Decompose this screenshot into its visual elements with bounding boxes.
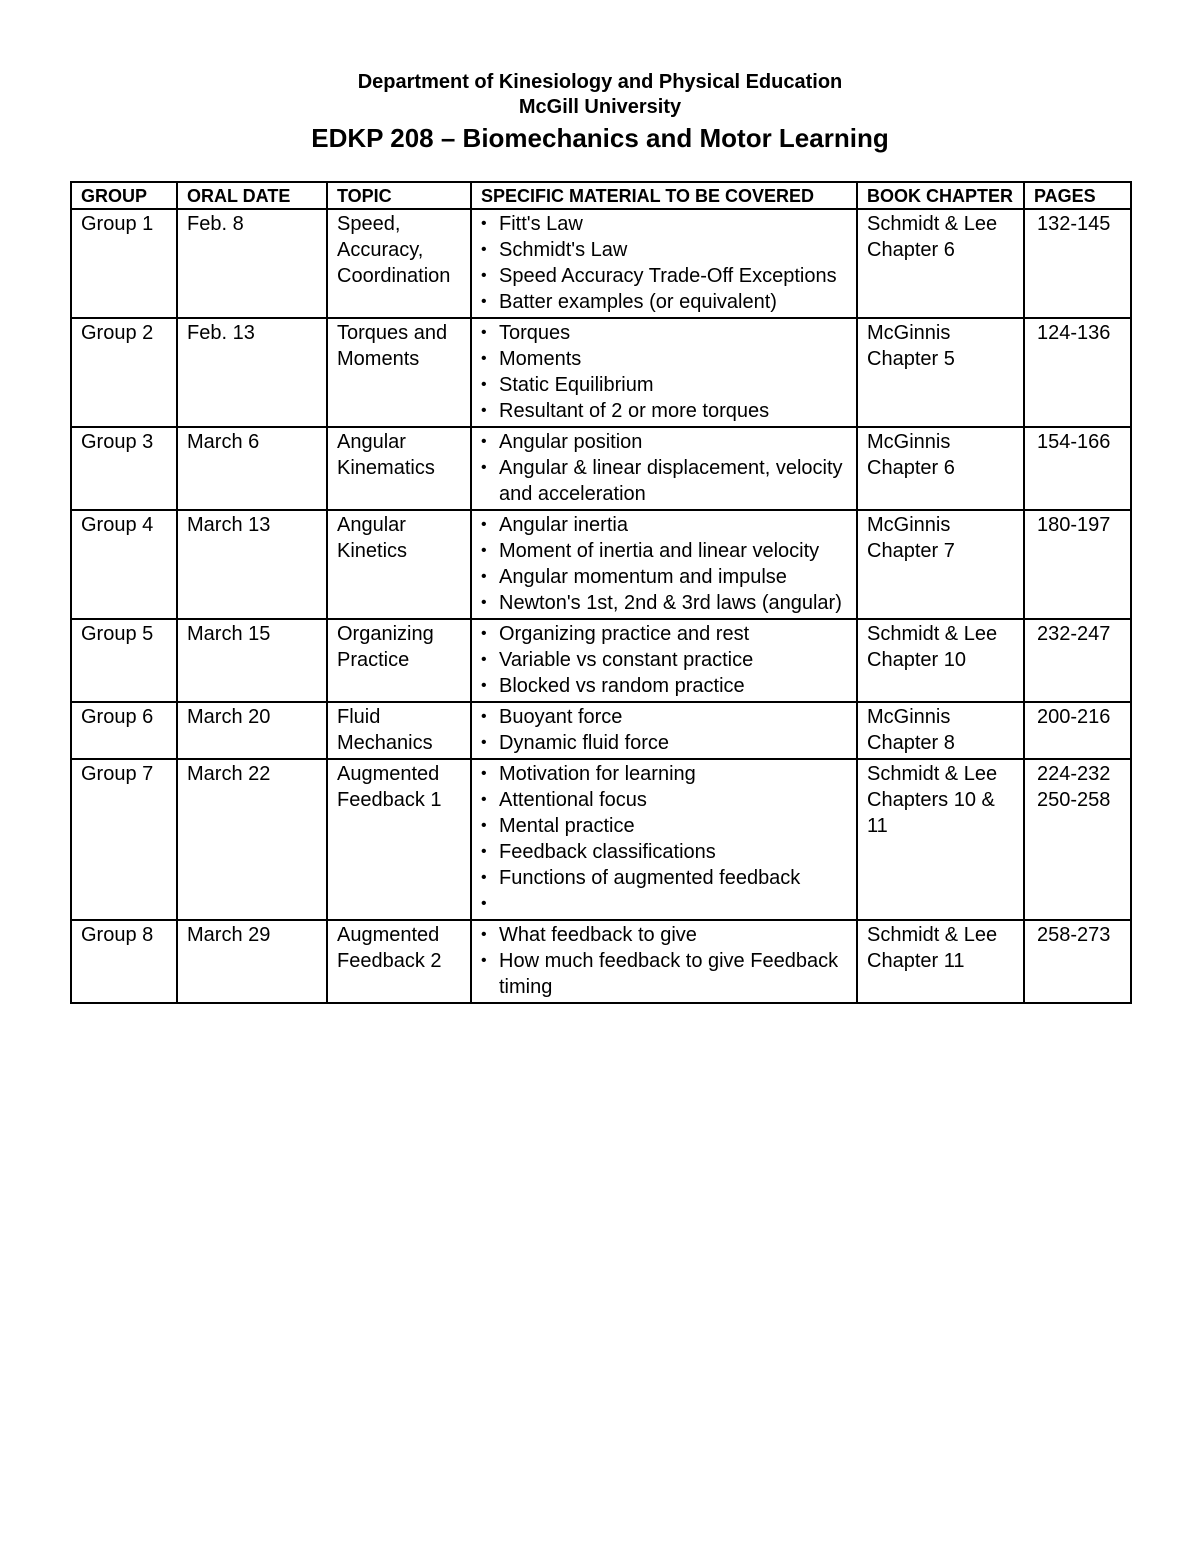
material-list	[481, 512, 850, 616]
pages-cell	[1024, 318, 1131, 427]
material-cell	[471, 920, 857, 1003]
topic-cell: Fluid Mechanics	[327, 702, 471, 759]
material-item	[481, 346, 850, 372]
book-chapter-cell: Schmidt & Lee Chapter 6	[857, 209, 1024, 318]
bullet-icon: •	[481, 241, 487, 258]
material-cell	[471, 318, 857, 427]
material-item	[481, 839, 850, 865]
material-item	[481, 398, 850, 424]
pages-cell	[1024, 427, 1131, 510]
material-item	[481, 948, 850, 1000]
material-item	[481, 891, 850, 917]
group-cell: Group 2	[71, 318, 177, 427]
material-item-text: What feedback to give	[499, 924, 697, 946]
pages-cell	[1024, 920, 1131, 1003]
material-item	[481, 704, 850, 730]
table-row	[71, 702, 1131, 759]
oral-date-cell: March 13	[177, 510, 327, 619]
pages-range: 250-258	[1037, 789, 1111, 811]
material-cell	[471, 209, 857, 318]
material-item	[481, 647, 850, 673]
material-item	[481, 787, 850, 813]
material-list	[481, 704, 850, 756]
material-item	[481, 621, 850, 647]
material-item	[481, 673, 850, 699]
topic-cell: Augmented Feedback 1	[327, 759, 471, 920]
topic-cell: Angular Kinetics	[327, 510, 471, 619]
material-item-text: Attentional focus	[499, 789, 647, 811]
material-list	[481, 621, 850, 699]
department-name: Department of Kinesiology and Physical Education	[357, 71, 843, 93]
bullet-icon: •	[481, 895, 487, 912]
material-item-text: Resultant of 2 or more torques	[499, 400, 770, 422]
oral-date-cell: March 22	[177, 759, 327, 920]
bullet-icon: •	[481, 625, 487, 642]
column-header-material: SPECIFIC MATERIAL TO BE COVERED	[471, 182, 857, 209]
material-item-text: Variable vs constant practice	[499, 649, 754, 671]
table-row	[71, 920, 1131, 1003]
group-cell: Group 3	[71, 427, 177, 510]
material-cell	[471, 702, 857, 759]
column-header-group: GROUP	[71, 182, 177, 209]
pages-range: 124-136	[1037, 322, 1111, 344]
material-item	[481, 289, 850, 315]
material-item	[481, 865, 850, 891]
pages-range: 180-197	[1037, 514, 1111, 536]
bullet-icon: •	[481, 734, 487, 751]
material-item-text: Mental practice	[499, 815, 635, 837]
bullet-icon: •	[481, 677, 487, 694]
bullet-icon: •	[481, 324, 487, 341]
bullet-icon: •	[481, 402, 487, 419]
material-item-text: Torques	[499, 322, 571, 344]
topic-cell: Organizing Practice	[327, 619, 471, 702]
material-cell	[471, 427, 857, 510]
material-item-text: Angular position	[499, 431, 643, 453]
material-item-text: Newton's 1st, 2nd & 3rd laws (angular)	[499, 592, 842, 614]
material-item-text: Feedback classifications	[499, 841, 716, 863]
column-header-oral-date: ORAL DATE	[177, 182, 327, 209]
table-row	[71, 759, 1131, 920]
topic-cell: Torques and Moments	[327, 318, 471, 427]
material-item-text: Angular momentum and impulse	[499, 566, 787, 588]
table-row	[71, 619, 1131, 702]
pages-cell	[1024, 209, 1131, 318]
bullet-icon: •	[481, 791, 487, 808]
table-header-row	[71, 182, 1131, 209]
bullet-icon: •	[481, 293, 487, 310]
bullet-icon: •	[481, 952, 487, 969]
material-list	[481, 429, 850, 507]
material-item-text: Speed Accuracy Trade-Off Exceptions	[499, 265, 837, 287]
material-item	[481, 237, 850, 263]
material-item-text: Fitt's Law	[499, 213, 583, 235]
pages-range: 154-166	[1037, 431, 1111, 453]
pages-range: 232-247	[1037, 623, 1111, 645]
topic-cell: Angular Kinematics	[327, 427, 471, 510]
material-item	[481, 429, 850, 455]
table-row	[71, 510, 1131, 619]
bullet-icon: •	[481, 433, 487, 450]
column-header-book-chapter: BOOK CHAPTER	[857, 182, 1024, 209]
course-title: EDKP 208 – Biomechanics and Motor Learning	[311, 123, 889, 153]
book-chapter-cell: McGinnis Chapter 6	[857, 427, 1024, 510]
bullet-icon: •	[481, 843, 487, 860]
book-chapter-cell: Schmidt & Lee Chapter 10	[857, 619, 1024, 702]
group-cell: Group 4	[71, 510, 177, 619]
table-row	[71, 209, 1131, 318]
column-header-topic: TOPIC	[327, 182, 471, 209]
bullet-icon: •	[481, 542, 487, 559]
material-item-text: Buoyant force	[499, 706, 623, 728]
material-item-text: Moments	[499, 348, 582, 370]
book-chapter-cell: Schmidt & Lee Chapter 11	[857, 920, 1024, 1003]
topic-cell: Augmented Feedback 2	[327, 920, 471, 1003]
bullet-icon: •	[481, 568, 487, 585]
material-item-text: Schmidt's Law	[499, 239, 628, 261]
bullet-icon: •	[481, 869, 487, 886]
material-item-text: Angular & linear displacement, velocity and acceleration	[499, 457, 843, 505]
document-header	[0, 70, 1200, 155]
material-item	[481, 512, 850, 538]
oral-date-cell: March 15	[177, 619, 327, 702]
column-header-pages: PAGES	[1024, 182, 1131, 209]
material-item-text: Dynamic fluid force	[499, 732, 670, 754]
table-row	[71, 318, 1131, 427]
material-item-text	[499, 893, 505, 915]
book-chapter-cell: McGinnis Chapter 7	[857, 510, 1024, 619]
group-cell: Group 7	[71, 759, 177, 920]
oral-date-cell: March 29	[177, 920, 327, 1003]
pages-range: 224-232	[1037, 763, 1111, 785]
material-list	[481, 211, 850, 315]
bullet-icon: •	[481, 651, 487, 668]
material-item	[481, 263, 850, 289]
material-item	[481, 320, 850, 346]
table-row	[71, 427, 1131, 510]
material-item	[481, 564, 850, 590]
material-item-text: How much feedback to give Feedback timing	[499, 950, 839, 998]
material-cell	[471, 759, 857, 920]
pages-cell	[1024, 510, 1131, 619]
material-item	[481, 813, 850, 839]
material-item	[481, 730, 850, 756]
topic-cell: Speed, Accuracy, Coordination	[327, 209, 471, 318]
material-item	[481, 211, 850, 237]
table-body	[71, 209, 1131, 1003]
group-cell: Group 6	[71, 702, 177, 759]
material-cell	[471, 510, 857, 619]
book-chapter-cell: Schmidt & Lee Chapters 10 & 11	[857, 759, 1024, 920]
oral-date-cell: Feb. 8	[177, 209, 327, 318]
material-item-text: Moment of inertia and linear velocity	[499, 540, 820, 562]
bullet-icon: •	[481, 376, 487, 393]
material-item	[481, 922, 850, 948]
material-item	[481, 761, 850, 787]
pages-range: 258-273	[1037, 924, 1111, 946]
bullet-icon: •	[481, 350, 487, 367]
bullet-icon: •	[481, 765, 487, 782]
material-item	[481, 590, 850, 616]
oral-date-cell: Feb. 13	[177, 318, 327, 427]
book-chapter-cell: McGinnis Chapter 5	[857, 318, 1024, 427]
group-cell: Group 5	[71, 619, 177, 702]
material-item-text: Blocked vs random practice	[499, 675, 745, 697]
material-item-text: Functions of augmented feedback	[499, 867, 801, 889]
material-cell	[471, 619, 857, 702]
bullet-icon: •	[481, 267, 487, 284]
material-item-text: Motivation for learning	[499, 763, 696, 785]
material-item	[481, 538, 850, 564]
bullet-icon: •	[481, 594, 487, 611]
material-item-text: Static Equilibrium	[499, 374, 654, 396]
bullet-icon: •	[481, 459, 487, 476]
group-cell: Group 1	[71, 209, 177, 318]
bullet-icon: •	[481, 708, 487, 725]
material-item	[481, 455, 850, 507]
material-list	[481, 922, 850, 1000]
material-item-text: Angular inertia	[499, 514, 628, 536]
oral-date-cell: March 20	[177, 702, 327, 759]
pages-range: 200-216	[1037, 706, 1111, 728]
pages-range: 132-145	[1037, 213, 1111, 235]
material-list	[481, 320, 850, 424]
oral-date-cell: March 6	[177, 427, 327, 510]
group-cell: Group 8	[71, 920, 177, 1003]
bullet-icon: •	[481, 516, 487, 533]
bullet-icon: •	[481, 215, 487, 232]
bullet-icon: •	[481, 817, 487, 834]
bullet-icon: •	[481, 926, 487, 943]
schedule-table	[70, 181, 1132, 1004]
material-item-text: Batter examples (or equivalent)	[499, 291, 777, 313]
material-list	[481, 761, 850, 917]
material-item	[481, 372, 850, 398]
pages-cell	[1024, 759, 1131, 920]
material-item-text: Organizing practice and rest	[499, 623, 750, 645]
book-chapter-cell: McGinnis Chapter 8	[857, 702, 1024, 759]
pages-cell	[1024, 619, 1131, 702]
university-name: McGill University	[518, 96, 682, 118]
pages-cell	[1024, 702, 1131, 759]
